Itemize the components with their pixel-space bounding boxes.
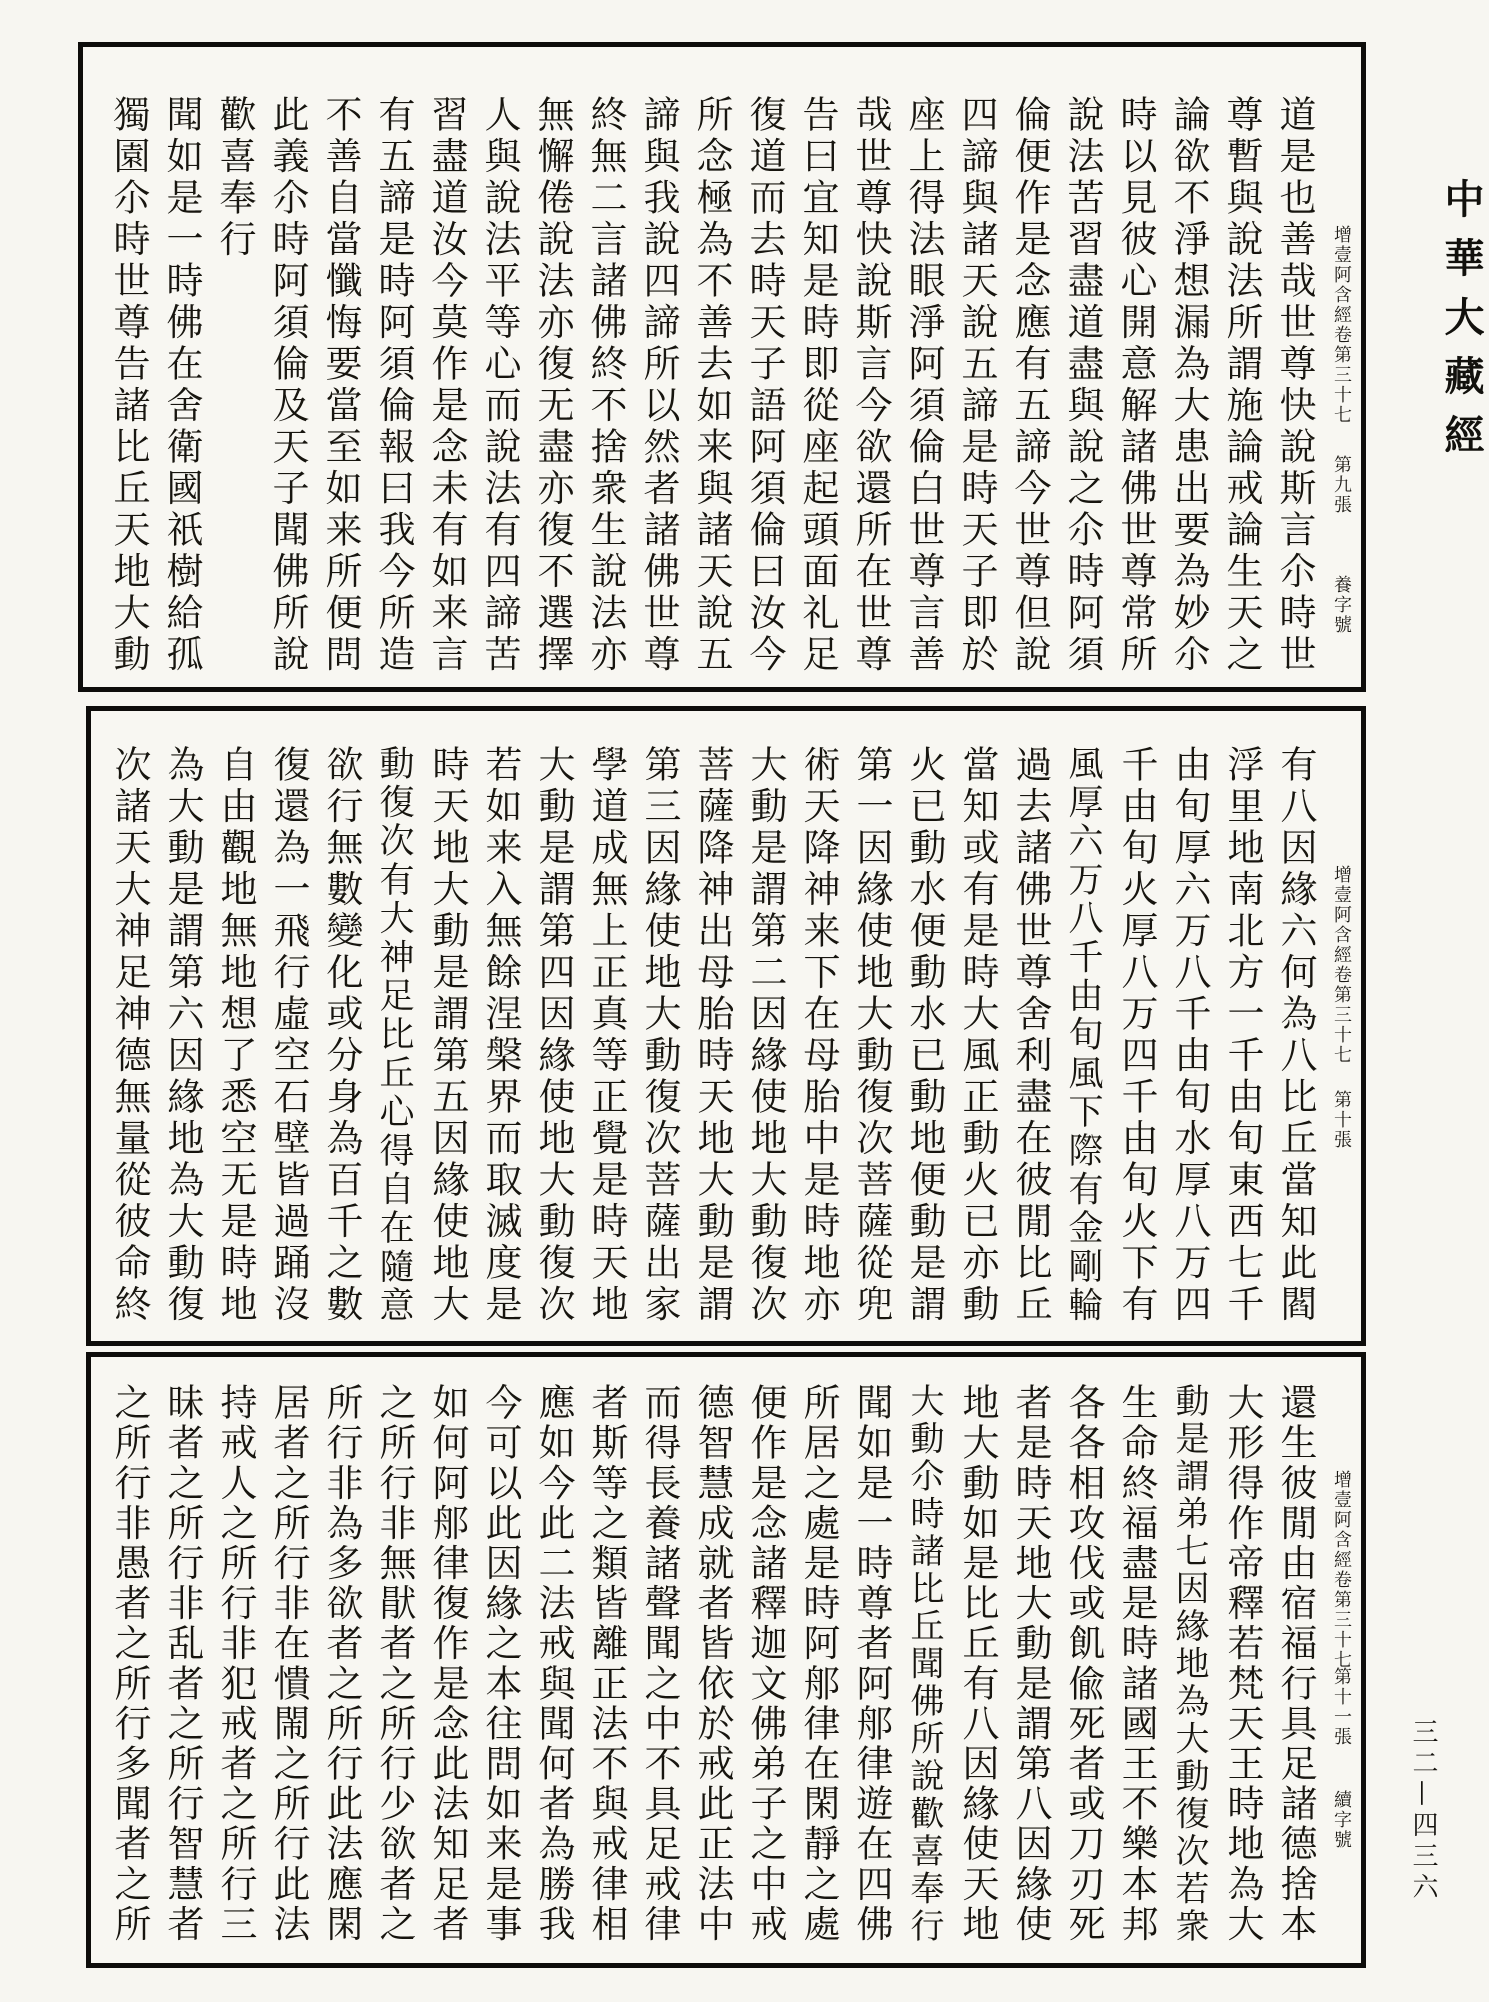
text-column: 第三因緣使地大動復次菩薩出家 [638, 745, 681, 1326]
text-column: 座上得法眼淨阿須倫白世尊言善 [902, 95, 945, 676]
text-column: 還生彼閒由宿福行具足諸德捨本 [1274, 1383, 1317, 1945]
text-column: 之所行非愚者之所行多聞者之所 [108, 1383, 151, 1945]
text-column: 菩薩降神出母胎時天地大動是謂 [691, 745, 734, 1326]
text-column: 聞如是一時佛在舍衛國祇樹給孤 [160, 95, 203, 676]
text-column: 時以見彼心開意解諸佛世尊常所 [1114, 95, 1157, 676]
text-column: 若如来入無餘涅槃界而取滅度是 [479, 745, 522, 1326]
running-header-title: 增壹阿含經卷第三十七 [1331, 1470, 1352, 1670]
text-column: 告曰宜知是時即從座起頭面礼足 [796, 95, 839, 676]
text-column: 時天地大動是謂第五因緣使地大 [426, 745, 469, 1326]
text-column: 者斯等之類皆離正法不與戒律相 [585, 1383, 628, 1945]
text-column: 而得長養諸聲聞之中不具足戒律 [638, 1383, 681, 1945]
text-column: 居者之所行非在憒閙之所行此法 [267, 1383, 310, 1945]
text-column: 大動是謂第二因緣使地大動復次 [744, 745, 787, 1326]
text-column: 第一因緣使地大動復次菩薩從兜 [850, 745, 893, 1326]
text-column: 學道成無上正真等正覺是時天地 [585, 745, 628, 1326]
text-column: 所行非為多欲者之所行此法應閑 [320, 1383, 363, 1945]
text-column: 昧者之所行非乱者之所行智慧者 [161, 1383, 204, 1945]
text-column: 自由觀地無地想了悉空无是時地 [214, 745, 257, 1326]
text-column: 有五諦是時阿須倫報曰我今所造 [372, 95, 415, 676]
text-column: 所念極為不善去如来與諸天說五 [690, 95, 733, 676]
text-block-sheet-11 [86, 1352, 1366, 1968]
running-header-sheet: 第九張 [1331, 455, 1352, 515]
text-column: 復道而去時天子語阿須倫曰汝今 [743, 95, 786, 676]
text-column: 聞如是一時尊者阿郍律遊在四佛 [850, 1383, 893, 1945]
text-column: 習盡道汝今莫作是念未有如来言 [425, 95, 468, 676]
running-header-title: 增壹阿含經卷第三十七 [1331, 865, 1352, 1065]
text-column: 由旬厚六万八千由旬水厚八万四 [1168, 745, 1211, 1326]
running-header-title: 增壹阿含經卷第三十七 [1331, 225, 1352, 425]
text-column: 當知或有是時大風正動火已亦動 [956, 745, 999, 1326]
text-column: 火已動水便動水已動地便動是謂 [903, 745, 946, 1326]
text-column: 諦與我說四諦所以然者諸佛世尊 [637, 95, 680, 676]
text-column: 大動尒時諸比丘聞佛所說歡喜奉行 [904, 1383, 944, 1946]
text-column: 次諸天大神足神德無量從彼命終 [108, 745, 151, 1326]
volume-page-number: 三二—四三六 [1408, 1718, 1438, 1904]
canon-edition-title: 中華大藏經 [1438, 178, 1485, 473]
text-column: 有八因緣六何為八比丘當知此閻 [1274, 745, 1317, 1326]
text-column: 動復次有大神足比丘心得自在隨意 [374, 745, 414, 1326]
text-column: 論欲不淨想漏為大患出要為妙尒 [1167, 95, 1210, 676]
text-column: 為大動是謂第六因緣地為大動復 [161, 745, 204, 1326]
text-column: 說法苦習盡道盡與說之尒時阿須 [1061, 95, 1104, 676]
text-column: 浮里地南北方一千由旬東西七千 [1221, 745, 1264, 1326]
text-column: 今可以此因緣之本往問如来是事 [479, 1383, 522, 1945]
running-header-case_mark: 續字號 [1331, 1790, 1352, 1850]
text-column: 大動是謂第四因緣使地大動復次 [532, 745, 575, 1326]
text-column: 便作是念諸釋迦文佛弟子之中戒 [744, 1383, 787, 1945]
text-column: 大形得作帝釋若梵天王時地為大 [1221, 1383, 1264, 1945]
text-column: 之所行非無猒者之所行少欲者之 [373, 1383, 416, 1945]
text-column: 持戒人之所行非犯戒者之所行三 [214, 1383, 257, 1945]
text-column: 歡喜奉行 [213, 95, 256, 261]
text-column: 動是謂弟七因緣地為大動復次若衆 [1169, 1383, 1209, 1946]
text-column: 者是時天地大動是謂第八因緣使 [1009, 1383, 1052, 1945]
text-column: 過去諸佛世尊舍利盡在彼閒比丘 [1009, 745, 1052, 1326]
running-header-case_mark: 養字號 [1331, 575, 1352, 635]
text-column: 術天降神来下在母胎中是時地亦 [797, 745, 840, 1326]
text-column: 欲行無數變化或分身為百千之數 [320, 745, 363, 1326]
text-column: 不善自當懺悔要當至如来所便問 [319, 95, 362, 676]
text-column: 此義尒時阿須倫及天子聞佛所說 [266, 95, 309, 676]
running-header-sheet: 第十一張 [1331, 1667, 1352, 1747]
text-column: 千由旬火厚八万四千由旬火下有 [1115, 745, 1158, 1326]
text-column: 應如今此二法戒與聞何者為勝我 [532, 1383, 575, 1945]
text-block-sheet-9 [78, 42, 1366, 692]
text-column: 道是也善哉世尊快說斯言尒時世 [1273, 95, 1316, 676]
text-column: 如何阿郍律復作是念此法知足者 [426, 1383, 469, 1945]
text-column: 尊暫與說法所謂施論戒論生天之 [1220, 95, 1263, 676]
text-column: 哉世尊快說斯言今欲還所在世尊 [849, 95, 892, 676]
text-column: 風厚六万八千由旬風下際有金剛輪 [1063, 745, 1103, 1326]
text-column: 獨園尒時世尊告諸比丘天地大動 [107, 95, 150, 676]
text-column: 生命終福盡是時諸國王不樂本邦 [1115, 1383, 1158, 1945]
text-column: 無懈倦說法亦復无盡亦復不選擇 [531, 95, 574, 676]
text-column: 倫便作是念應有五諦今世尊但說 [1008, 95, 1051, 676]
text-column: 終無二言諸佛終不捨衆生說法亦 [584, 95, 627, 676]
text-column: 四諦與諸天說五諦是時天子即於 [955, 95, 998, 676]
text-column: 德智慧成就者皆依於戒此正法中 [691, 1383, 734, 1945]
text-block-sheet-10 [86, 706, 1366, 1346]
running-header-sheet: 第十張 [1331, 1090, 1352, 1150]
text-column: 所居之處是時阿郍律在閑靜之處 [797, 1383, 840, 1945]
text-column: 各各相攻伐或飢偸死者或刀刃死 [1062, 1383, 1105, 1945]
text-column: 地大動如是比丘有八因緣使天地 [956, 1383, 999, 1945]
text-column: 復還為一飛行虛空石壁皆過踊沒 [267, 745, 310, 1326]
text-column: 人與說法平等心而說法有四諦苦 [478, 95, 521, 676]
